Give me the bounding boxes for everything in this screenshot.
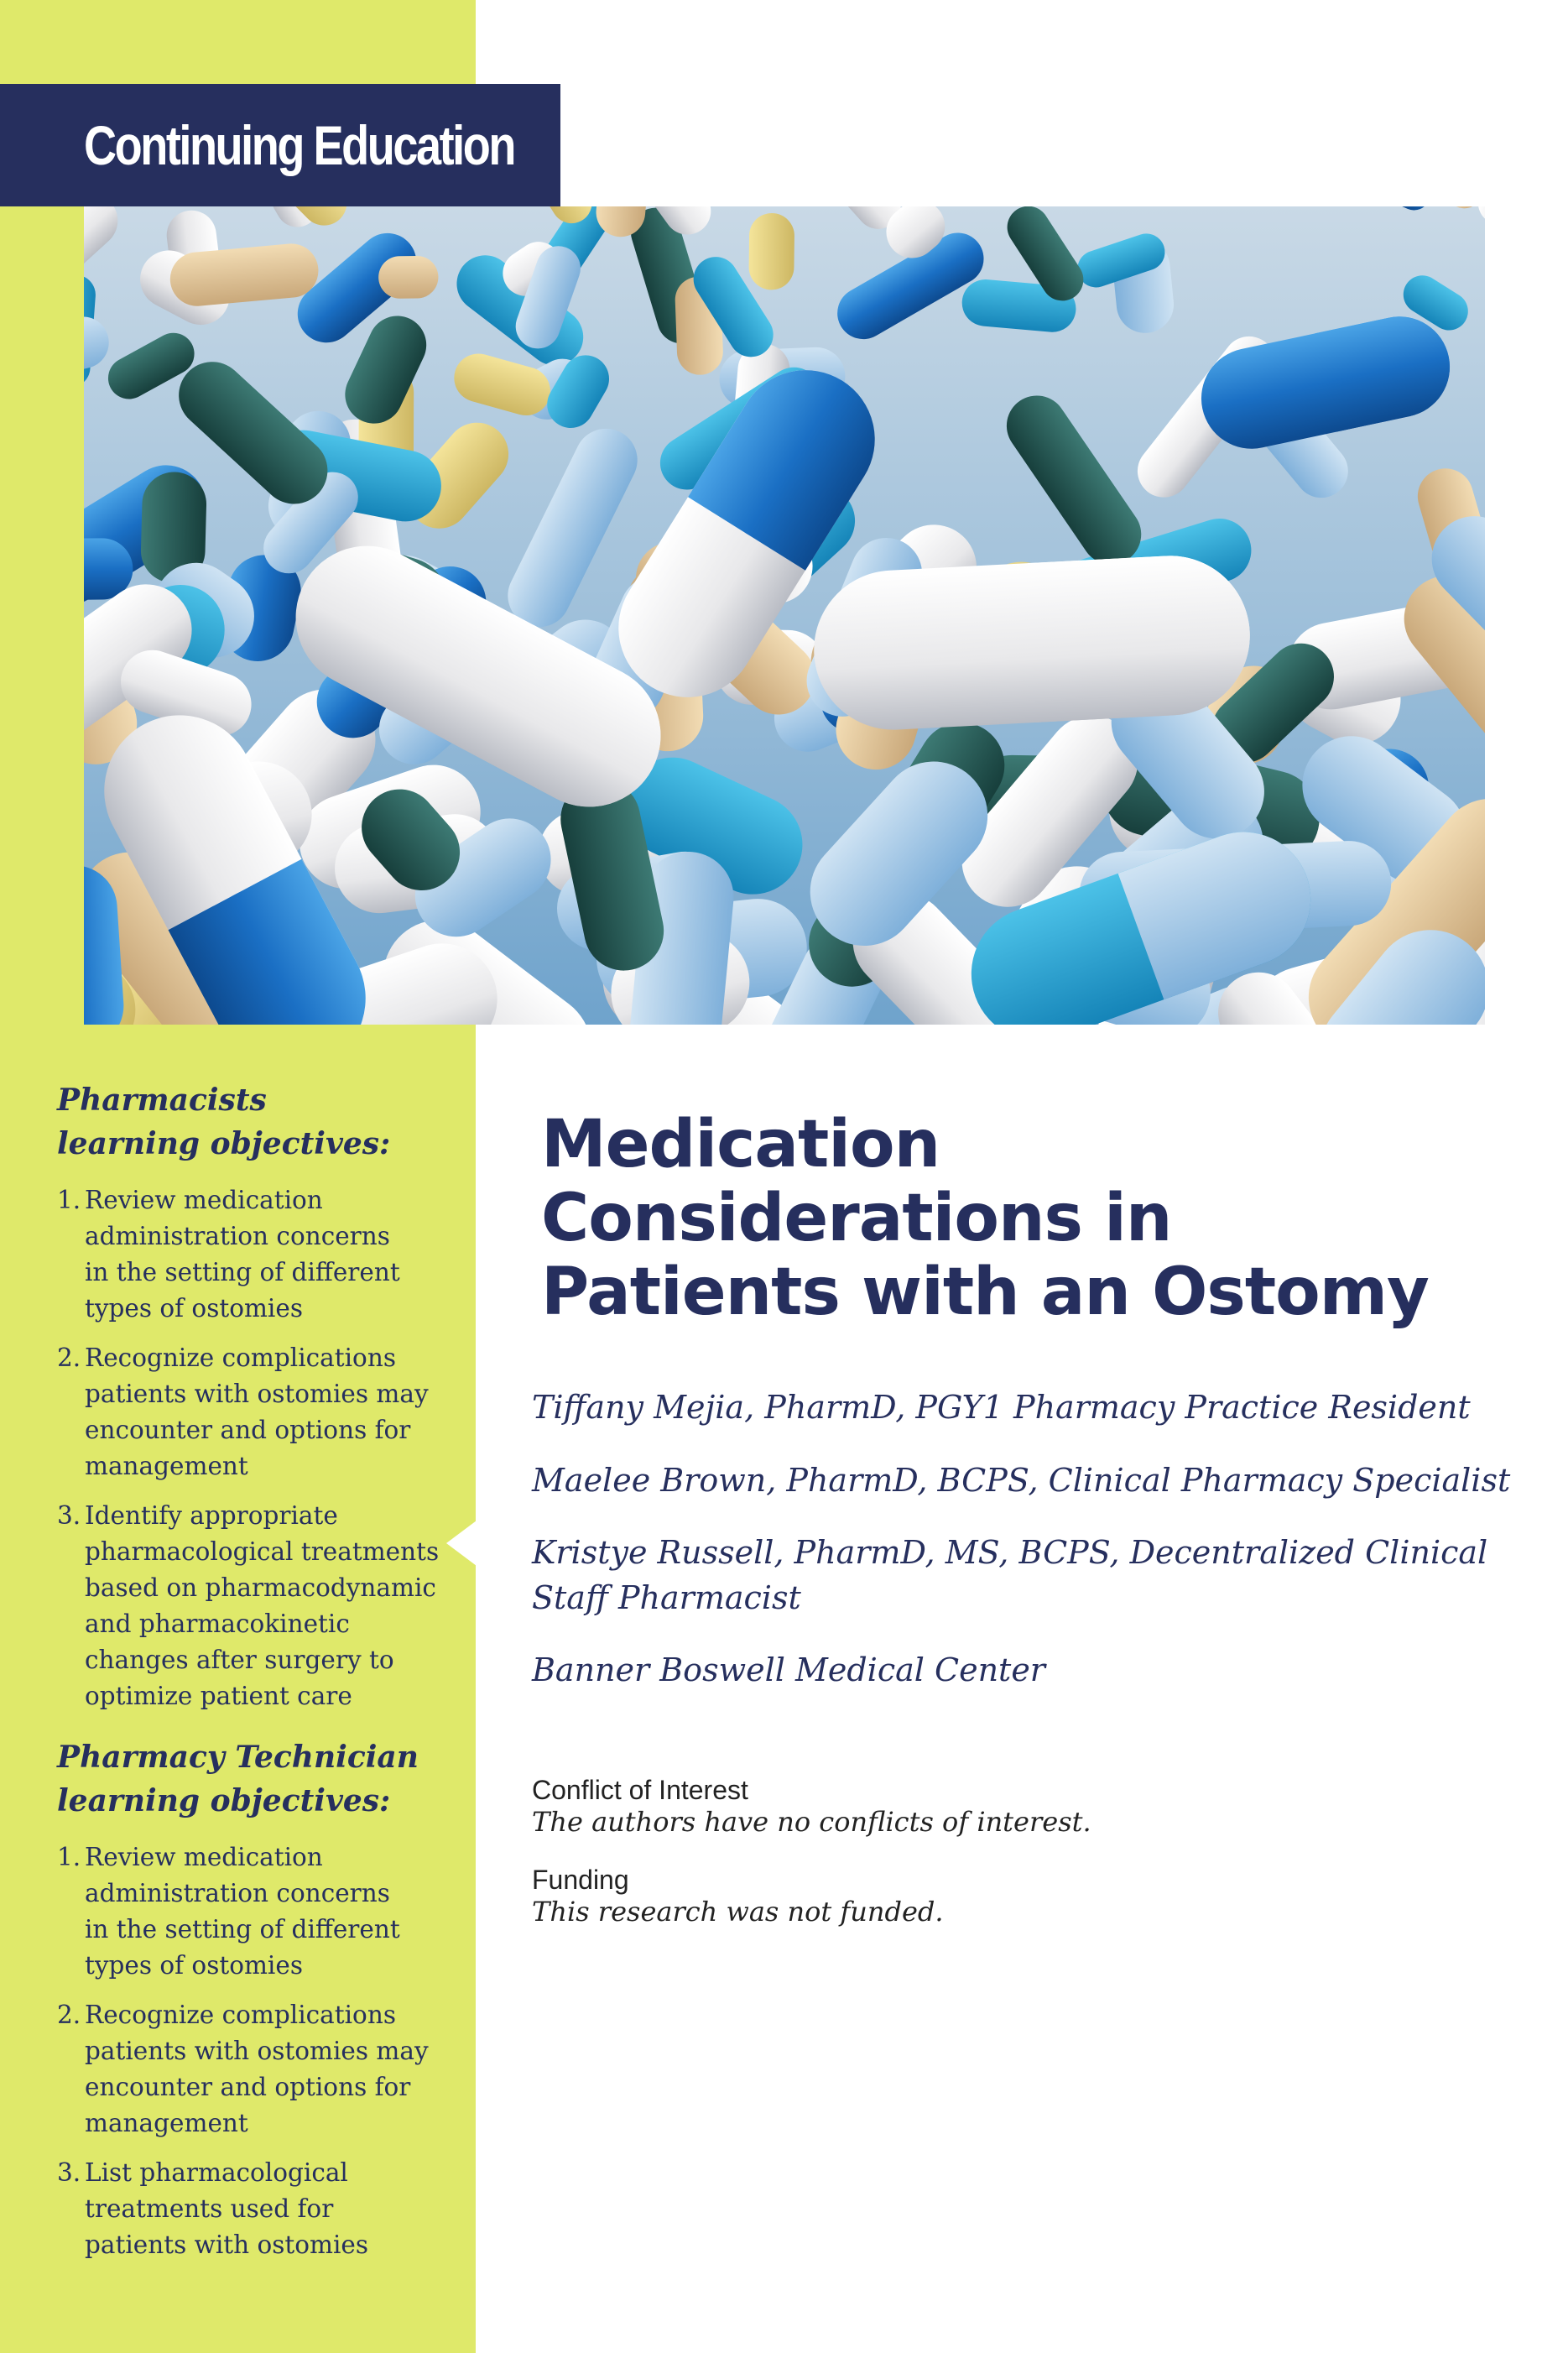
funding-label: Funding [532,1865,629,1895]
list-item: 3. List pharmacological treatments used for patients with ostomies [57,2158,369,2259]
conflict-of-interest-label: Conflict of Interest [532,1775,748,1805]
capsule-shape [810,552,1253,734]
affiliation: Banner Boswell Medical Center [532,1651,1045,1688]
pill-shape [378,256,439,299]
list-item: 1. Review medication administration concerns in the setting of different types of ostomies [57,1843,400,1980]
pills-photo-illustration [84,206,1485,1025]
pharmacist-objectives-heading: Pharmacists learning objectives: [57,1083,391,1161]
pharmacist-objectives-list [57,1182,443,1714]
technician-objectives-list [57,1839,443,2263]
technician-objectives [57,1735,443,2277]
pharmacist-objectives [57,1078,443,1728]
conflict-of-interest-text: The authors have no conflicts of interest. [532,1806,1091,1838]
list-item: 2. Recognize complications patients with ostomies may encounter and options for management [57,1343,429,1480]
article-title: Medication Considerations in Patients with an Ostomy [541,1107,1429,1330]
list-item: 2. Recognize complications patients with ostomies may encounter and options for management [57,2001,429,2137]
list-item: 1. Review medication administration concerns in the setting of different types of ostomies [57,1186,400,1323]
list-item: 3. Identify appropriate pharmacological treatments based on pharmacodynamic and pharmacokinetic changes after surgery to optimize patient care [57,1501,440,1710]
sidebar-pointer [446,1521,477,1566]
pills-photo [84,206,1485,1025]
banner-title: Continuing Education [84,114,514,176]
funding-text: This research was not funded. [532,1896,944,1928]
author-line: Kristye Russell, PharmD, MS, BCPS, Decentralized Clinical Staff Pharmacist [532,1534,1488,1616]
author-line: Tiffany Mejia, PharmD, PGY1 Pharmacy Practice Resident [532,1389,1471,1426]
section-banner [0,84,560,206]
technician-objectives-heading: Pharmacy Technician learning objectives: [57,1740,419,1818]
author-line: Maelee Brown, PharmD, BCPS, Clinical Pharmacy Specialist [532,1462,1511,1499]
pill-shape [748,213,794,290]
